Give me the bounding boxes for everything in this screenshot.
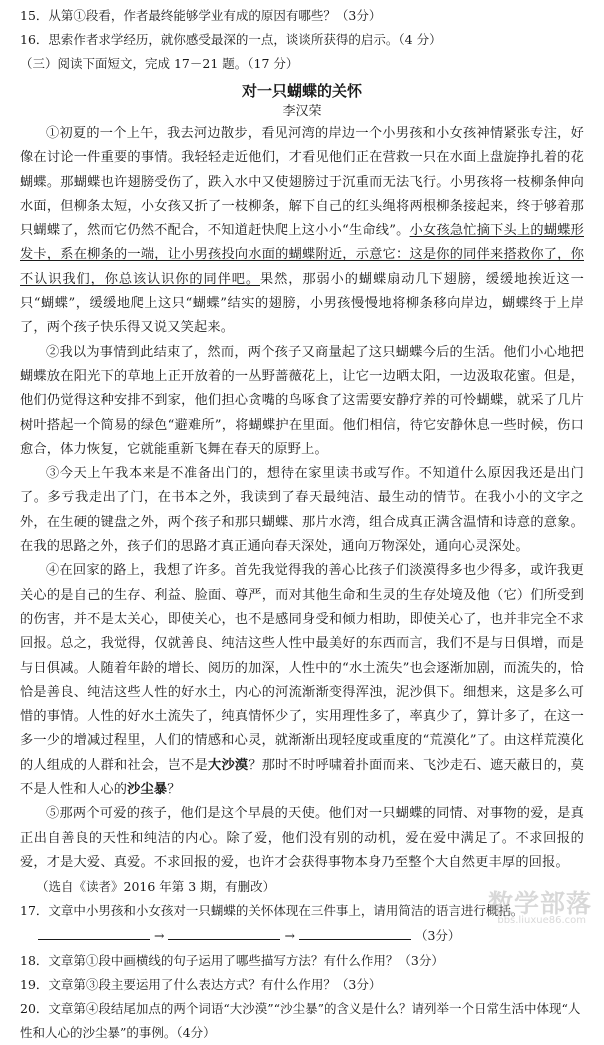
paragraph-2: ②我以为事情到此结束了，然而，两个孩子又商量起了这只蝴蝶今后的生活。他们小心地把蝴蝶放在阳光下的草地上正开放着的一丛野蔷薇花上，让它一边晒太阳，一边汲取花蜜。但是，他们仍觉得这种安排不到家，他们担心贪嘴的鸟啄食了这需要安静疗养的可怜蝴蝶，就采了几片树叶搭起一个简易的绿色“避难所”，将蝴蝶护在里面。他们相信，待它安静休息一些时候，伤口愈合，体力恢复，它就能重新飞舞在春天的原野上。: [20, 344, 584, 457]
watermark-url: bbs.liuxue86.com: [497, 915, 586, 926]
paragraph-4-text-mid: ？那时不时呼啸着扑面而来、飞沙走石、遮天蔽日的，莫不是人性和人心的: [20, 757, 584, 798]
dotted-word-sandstorm: 沙尘暴: [127, 782, 168, 798]
paragraph-1-text-a: ①初夏的一个上午，我去河边散步，看见河湾的岸边一个小男孩和小女孩神情紧张专注，好像在讨论一件重要的事情。我轻轻走近他们，才看见他们正在营救一只在水面上盘旋挣扎着的花蝴蝶。那蝴蝶也许翅膀受伤了，跌入水中又使翅膀过于沉重而无法飞行。小男孩将一枝柳条伸向水面，但柳条太短，小女孩又折了一枝柳条，解下自己的红头绳将两根柳条接起来，终于够着那只蝴蝶了，然而它仍然不配合，不知道赶快爬上这小小“生命线”。: [20, 126, 584, 239]
dotted-word-desert: 大沙漠: [208, 757, 249, 773]
paragraph-4: [20, 559, 584, 802]
site-watermark: [446, 886, 596, 926]
answer-blank-3[interactable]: [299, 925, 411, 940]
answer-blank-1[interactable]: [38, 925, 150, 940]
question-16: 16．思索作者求学经历，就你感受最深的一点，谈谈所获得的启示。（4 分）: [20, 32, 442, 47]
paragraph-1: [20, 122, 584, 341]
paragraph-1-text-b: 果然，那弱小的蝴蝶扇动几下翅膀，缓缓地挨近这一只“蝴蝶”，缓缓地爬上这只“蝴蝶”结实的翅膀，小男孩慢慢地将柳条移向岸边，蝴蝶终于上岸了，两个孩子快乐得又说又笑起来。: [20, 271, 584, 336]
article-author: 李汉荣: [282, 104, 322, 119]
section-heading: （三）阅读下面短文，完成 17－21 题。（17 分）: [20, 56, 299, 71]
paragraph-4-text-a: ④在回家的路上，我想了许多。首先我觉得我的善心比孩子们淡漠得多也少得多，或许我更关心的是自己的生存、利益、脸面、尊严，而对其他生命和生灵的生存处境及他（它）们所受到的伤害，并不是太关心，即使关心，也不是感同身受和倾力相助，即使关心了，也并非完全不求回报。总之，我觉得，仅就善良、纯洁这些人性中最美好的东西而言，我们不是与日俱增，而是与日俱减。人随着年龄的增长、阅历的加深，人性中的“水土流失”也会逐渐加剧，而流失的，恰恰是善良、纯洁这些人性的好水土，内心的河流渐渐变得浑浊，泥沙俱下。细想来，这是多么可惜的事情。人性的好水土流失了，纯真情怀少了，实用理性多了，率真少了，算计多了，在这一多一少的增减过程里，人们的情感和心灵，就渐渐出现轻度或重度的“荒漠化”了。由这样荒漠化的人组成的人群和社会，岂不是: [20, 563, 584, 773]
paragraph-4-text-end: ？: [167, 782, 181, 798]
article-title: 对一只蝴蝶的关怀: [241, 82, 362, 100]
question-17: 17．文章中小男孩和小女孩对一只蝴蝶的关怀体现在三件事上，请用简洁的语言进行概括。: [20, 903, 524, 919]
arrow-2: →: [284, 928, 295, 944]
question-20: 20．文章第④段结尾加点的两个词语“大沙漠”“沙尘暴”的含义是什么？请列举一个日常生活中体现“人性和人心的沙尘暴”的事例。（4分）: [20, 1001, 581, 1041]
answer-blanks-17: [20, 923, 584, 949]
watermark-logo: 数学部落: [487, 889, 592, 918]
question-18: 18．文章第①段中画横线的句子运用了哪些描写方法？有什么作用？（3分）: [20, 953, 444, 969]
paragraph-5: ⑤那两个可爱的孩子，他们是这个早晨的天使。他们对一只蝴蝶的同情、对事物的爱，是真正出自善良的天性和纯洁的内心。除了爱，他们没有别的动机，爱在爱中满足了。不求回报的爱，才是大爱、真爱。不求回报的爱，也许才会获得事物本身乃至整个大自然更丰厚的回报。: [20, 806, 584, 870]
question-17-score: （3分）: [414, 928, 461, 944]
underlined-sentence: 小女孩急忙摘下头上的蝴蝶形发卡，系在柳条的一端，让小男孩投向水面的蝴蝶附近，示意它：这是你的同伴来搭救你了，你不认识我们，你总该认识你的同伴吧。: [20, 223, 584, 287]
paragraph-3: ③今天上午我本来是不准备出门的，想待在家里读书或写作。不知道什么原因我还是出门了。多亏我走出了门，在书本之外，我读到了春天最纯洁、最生动的情节。在我小小的文字之外，在生硬的键盘之外，两个孩子和那只蝴蝶、那片水湾，组合成真正满含温情和诗意的意象。在我的思路之外，孩子们的思路才真正通向春天深处，通向万物深处，通向心灵深处。: [20, 466, 584, 555]
article-source: （选自《读者》2016 年第 3 期，有删改）: [36, 879, 276, 895]
answer-blank-2[interactable]: [168, 925, 280, 940]
question-15: 15．从第①段看，作者最终能够学业有成的原因有哪些？（3分）: [20, 8, 382, 23]
arrow-1: →: [154, 928, 165, 944]
question-19: 19．文章第③段主要运用了什么表达方式？有什么作用？（3分）: [20, 977, 382, 993]
